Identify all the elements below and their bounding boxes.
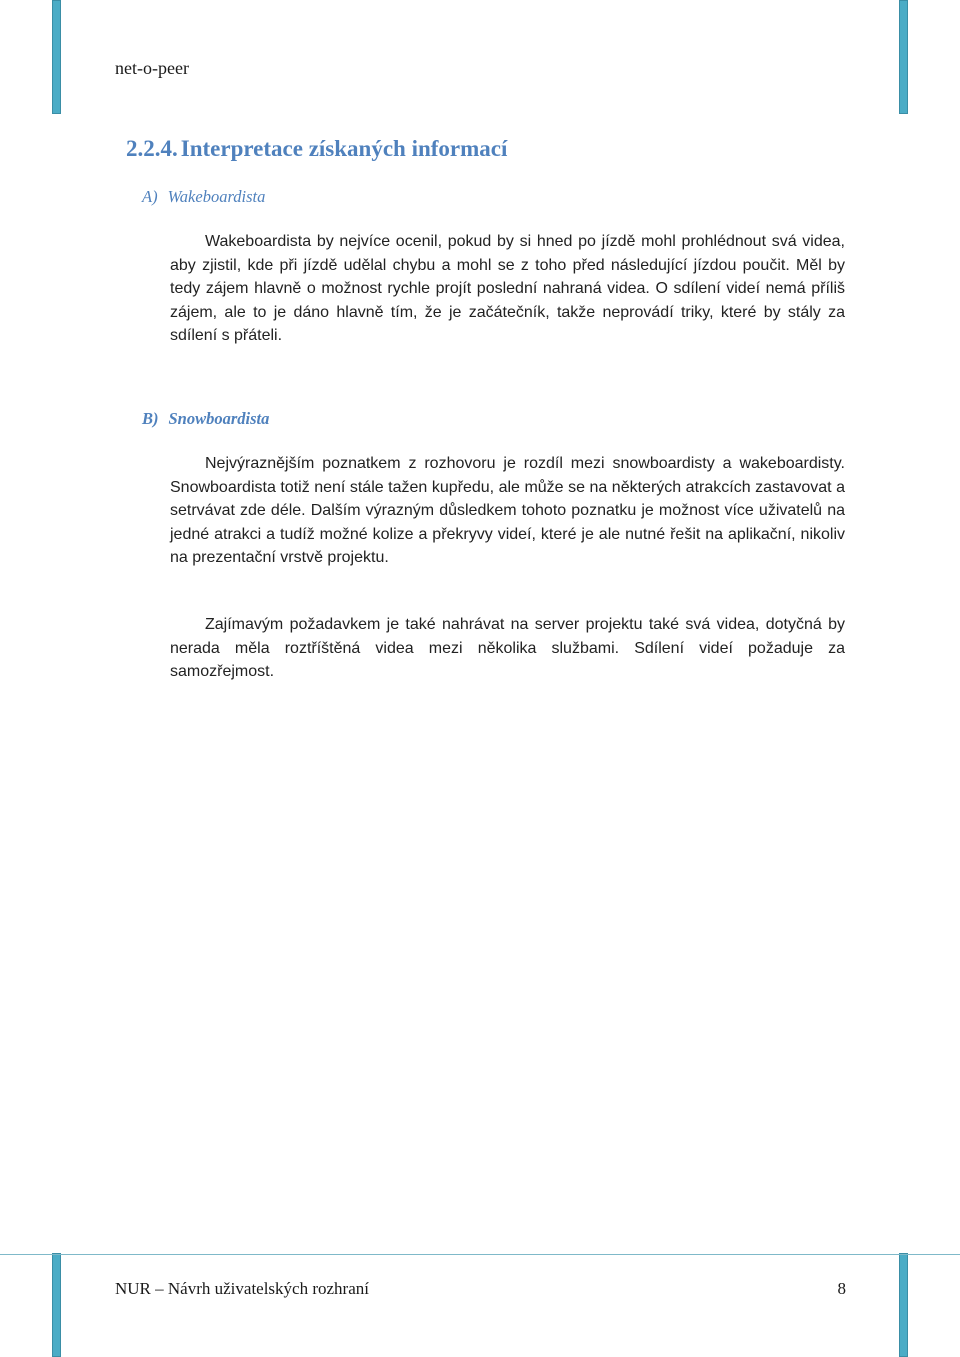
bottom-left-border-bar xyxy=(52,1253,61,1357)
subsection-a-heading xyxy=(142,187,265,207)
subsection-b-heading xyxy=(142,409,269,429)
page-number: 8 xyxy=(837,1279,846,1298)
footer-course-title: NUR – Návrh uživatelských rozhraní xyxy=(115,1279,369,1298)
subsection-a-letter: A) xyxy=(142,187,158,206)
running-header: net-o-peer xyxy=(115,58,189,78)
subsection-b-letter: B) xyxy=(142,409,159,428)
subsection-a-paragraph: Wakeboardista by nejvíce ocenil, pokud by si hned po jízdě mohl prohlédnout svá videa, aby zjistil, kde při jízdě udělal chybu a mohl se z toho před následující jízdou poučit. Měl by tedy zájem hlavně o možnost rychle projít poslední nahraná videa. O sdílení videí nemá příliš zájem, ale to je dáno hlavně tím, že je začátečník, takže neprovádí triky, které by stály za sdílení s přáteli. xyxy=(170,233,845,345)
top-left-border-bar xyxy=(52,0,61,114)
section-heading xyxy=(126,136,507,162)
section-number: 2.2.4. xyxy=(126,136,178,161)
top-right-border-bar xyxy=(899,0,908,114)
subsection-b-paragraph-2: Zajímavým požadavkem je také nahrávat na server projektu také svá videa, dotyčná by nerada měla roztříštěná videa mezi několika službami. Sdílení videí požaduje za samozřejmost. xyxy=(170,616,845,681)
subsection-a-title: Wakeboardista xyxy=(167,187,266,206)
bottom-right-border-bar xyxy=(899,1253,908,1357)
section-title: Interpretace získaných informací xyxy=(180,136,508,161)
subsection-b-paragraph-1: Nejvýraznějším poznatkem z rozhovoru je rozdíl mezi snowboardisty a wakeboardisty. Snowboardista totiž není stále tažen kupředu, ale může se na některých atrakcích zastavovat a setrvávat zde déle. Dalším výrazným důsledkem tohoto poznatku je možnost více uživatelů na jedné atrakci a tudíž možné kolize a překryvy videí, které je ale nutné řešit na aplikační, nikoliv na prezentační vrstvě projektu. xyxy=(170,455,845,567)
footer-rule xyxy=(0,1254,960,1255)
subsection-b-title: Snowboardista xyxy=(168,409,270,428)
